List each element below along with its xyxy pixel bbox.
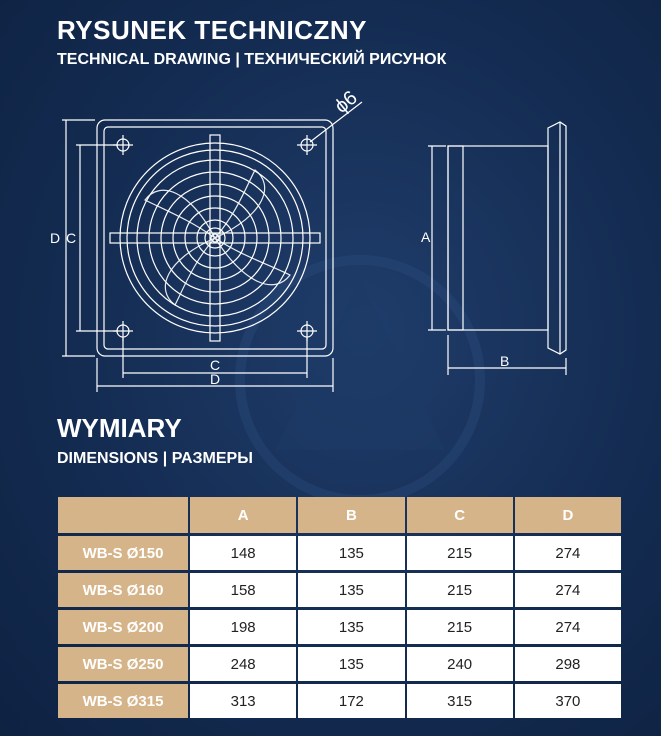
label-b: B (500, 353, 510, 369)
fan-blades (145, 170, 290, 305)
header-cell-model (58, 497, 188, 533)
header-cell-a: A (190, 497, 296, 533)
cell-d: 370 (515, 684, 621, 718)
side-flange (548, 122, 566, 354)
header-cell-d: D (515, 497, 621, 533)
cell-b: 135 (298, 536, 404, 570)
table-header-row (58, 497, 621, 533)
cell-c: 315 (407, 684, 513, 718)
cell-d: 274 (515, 536, 621, 570)
table-row (58, 610, 621, 644)
cell-d: 298 (515, 647, 621, 681)
cell-d: 274 (515, 610, 621, 644)
cell-a: 198 (190, 610, 296, 644)
table-row (58, 536, 621, 570)
cell-a: 148 (190, 536, 296, 570)
cell-b: 135 (298, 647, 404, 681)
label-c-left: C (66, 230, 77, 246)
cell-a: 248 (190, 647, 296, 681)
cell-c: 215 (407, 573, 513, 607)
model-cell: WB-S Ø160 (58, 573, 188, 607)
table-row (58, 684, 621, 718)
dimensions-subtitle: DIMENSIONS | РАЗМЕРЫ (57, 450, 253, 467)
hole-diameter-label: ϕ6 (330, 86, 362, 118)
model-cell: WB-S Ø250 (58, 647, 188, 681)
label-d-left: D (50, 230, 61, 246)
cell-c: 240 (407, 647, 513, 681)
header-cell-c: C (407, 497, 513, 533)
front-view (50, 87, 362, 392)
side-view (421, 122, 566, 375)
page-subtitle: TECHNICAL DRAWING | ТЕХНИЧЕСКИЙ РИСУНОК (57, 51, 447, 68)
cell-b: 172 (298, 684, 404, 718)
model-cell: WB-S Ø315 (58, 684, 188, 718)
cell-a: 313 (190, 684, 296, 718)
label-d-bottom: D (210, 371, 221, 387)
cell-d: 274 (515, 573, 621, 607)
cell-b: 135 (298, 573, 404, 607)
model-cell: WB-S Ø200 (58, 610, 188, 644)
cell-b: 135 (298, 610, 404, 644)
table-row (58, 647, 621, 681)
model-cell: WB-S Ø150 (58, 536, 188, 570)
dimensions-table (56, 494, 623, 721)
page-title: RYSUNEK TECHNICZNY (57, 15, 367, 45)
dimensions-title: WYMIARY (57, 413, 182, 443)
cell-c: 215 (407, 610, 513, 644)
table-row (58, 573, 621, 607)
technical-drawing (0, 80, 661, 410)
cell-c: 215 (407, 536, 513, 570)
label-c-bottom: C (210, 357, 221, 373)
cell-a: 158 (190, 573, 296, 607)
header-cell-b: B (298, 497, 404, 533)
label-a: A (421, 229, 431, 245)
